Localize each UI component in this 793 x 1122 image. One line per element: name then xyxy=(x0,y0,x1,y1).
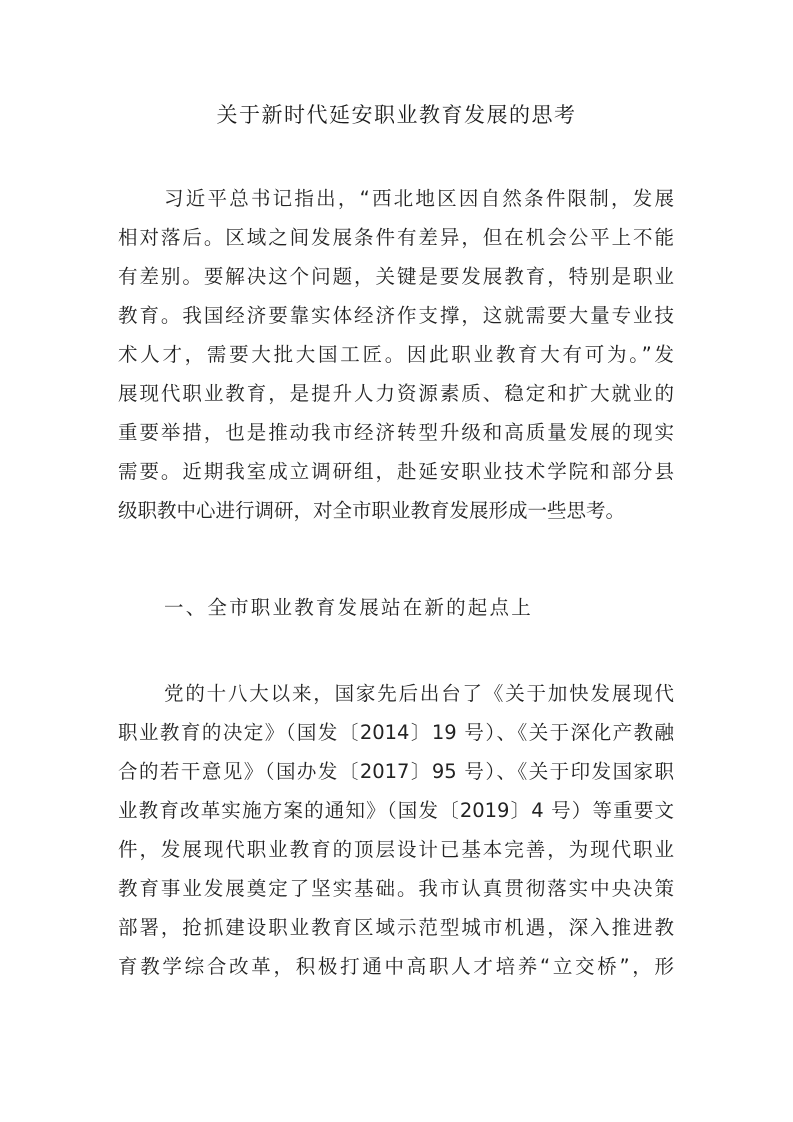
paragraph-line: 习近平总书记指出，“西北地区因自然条件限制，发展 xyxy=(164,187,674,210)
paragraph-line: 重要举措，也是推动我市经济转型升级和高质量发展的现实 xyxy=(118,421,674,444)
document-title: 关于新时代延安职业教育发展的思考 xyxy=(216,103,577,127)
section-heading: 一、全市职业教育发展站在新的起点上 xyxy=(164,596,533,619)
paragraph-line: 需要。近期我室成立调研组，赴延安职业技术学院和部分县 xyxy=(118,460,674,483)
paragraph-line: 合的若干意见》（国办发〔2017〕95 号）、《关于印发国家职 xyxy=(118,760,674,783)
paragraph-line: 术人才，需要大批大国工匠。因此职业教育大有可为。”发 xyxy=(118,343,674,366)
paragraph-line: 职业教育的决定》（国发〔2014〕19 号）、《关于深化产教融 xyxy=(118,721,674,744)
paragraph-line: 教育事业发展奠定了坚实基础。我市认真贯彻落实中央决策 xyxy=(118,877,674,900)
paragraph-line: 有差别。要解决这个问题，关键是要发展教育，特别是职业 xyxy=(118,265,674,288)
paragraph-line: 展现代职业教育，是提升人力资源素质、稳定和扩大就业的 xyxy=(118,382,674,405)
paragraph-line: 部署，抢抓建设职业教育区域示范型城市机遇，深入推进教 xyxy=(118,916,674,939)
paragraph-line: 育教学综合改革，积极打通中高职人才培养“立交桥”，形 xyxy=(118,955,674,978)
paragraph-line: 相对落后。区域之间发展条件有差异，但在机会公平上不能 xyxy=(118,226,674,249)
paragraph-line: 党的十八大以来，国家先后出台了《关于加快发展现代 xyxy=(164,682,674,705)
paragraph-line: 件，发展现代职业教育的顶层设计已基本完善，为现代职业 xyxy=(118,838,674,861)
paragraph-line: 级职教中心进行调研，对全市职业教育发展形成一些思考。 xyxy=(118,499,626,522)
paragraph-line: 教育。我国经济要靠实体经济作支撑，这就需要大量专业技 xyxy=(118,304,674,327)
paragraph-line: 业教育改革实施方案的通知》（国发〔2019〕4 号）等重要文 xyxy=(118,799,674,822)
